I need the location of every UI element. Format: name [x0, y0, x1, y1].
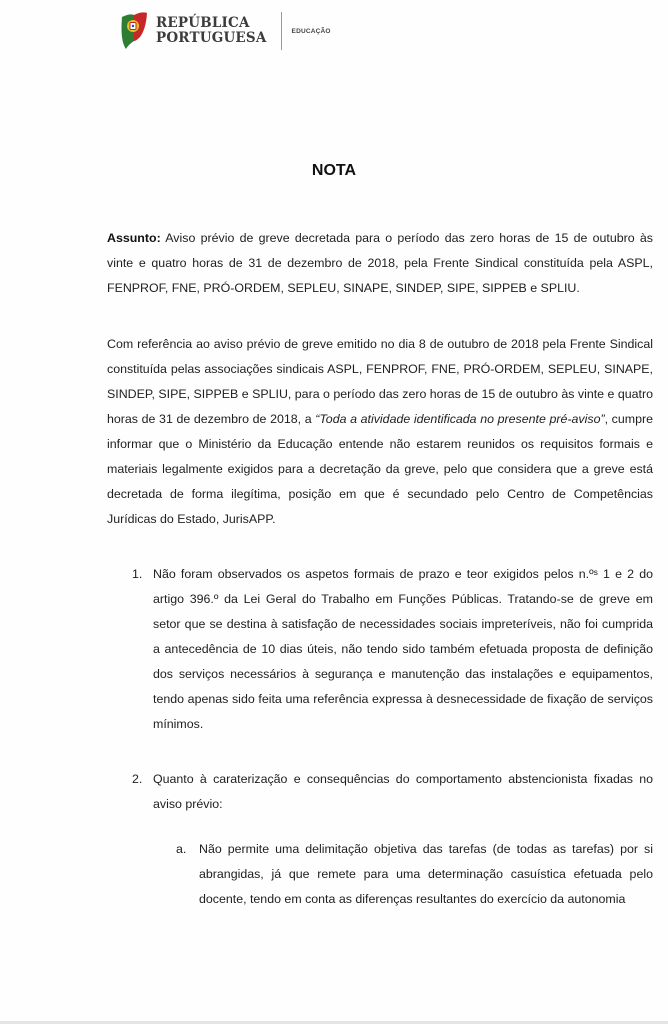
wordmark-line-1: REPÚBLICA — [156, 15, 250, 31]
body-paragraph — [107, 332, 653, 532]
subject-paragraph — [107, 226, 653, 301]
department-label: EDUCAÇÃO — [291, 27, 331, 35]
list-item-marker: 2. — [132, 772, 143, 786]
document-title: NOTA — [311, 162, 357, 179]
body-text-end: , cumpre informar que o Ministério da Educação entende não estarem reunidos os requisitos formais e materiais legalmente exigidos para a decretação da greve, pelo que considera que a greve está decretada de forma ilegítima, posição em que é secundado pelo Centro de Competências Jurídicas do Estado, JurisAPP. — [107, 412, 653, 526]
letterhead — [118, 10, 331, 52]
republica-portuguesa-logo-icon — [118, 11, 148, 51]
body-text-start: Com referência ao aviso prévio de greve emitido no dia 8 de outubro de 2018 pela Frente Sindical constituída pelas associações sindicais ASPL, FENPROF, FNE, PRÓ-ORDEM, SEPLEU, SINAPE, SINDEP, SIPE, SIPPEB e SPLIU, para o período das zero horas de 15 de outubro às vinte e quatro horas de 31 de dezembro de 2018, a — [107, 337, 653, 426]
subject-label: Assunto: — [107, 231, 161, 245]
list-item: Não foram observados os aspetos formais de prazo e teor exigidos pelos n.ºˢ 1 e 2 do artigo 396.º da Lei Geral do Trabalho em Funções Públicas. Tratando-se de greve em setor que se destina à satisfação de necessidades sociais impreteríveis, não foi cumprida a antecedência de 10 dias úteis, não tendo sido também efetuada proposta de definição dos serviços necessários à segurança e manutenção das instalações e equipamentos, tendo apenas sido feita uma referência expressa à desnecessidade de fixação de serviços mínimos. — [153, 567, 653, 731]
wordmark-line-2: PORTUGUESA — [156, 30, 267, 46]
body-quote: “Toda a atividade identificada no presente pré-aviso” — [315, 412, 605, 426]
republica-portuguesa-wordmark — [156, 16, 267, 46]
list-item: Quanto à caraterização e consequências do comportamento abstencionista fixadas no aviso prévio: — [153, 772, 653, 811]
sublist-item-marker: a. — [176, 842, 187, 856]
sublist-item: Não permite uma delimitação objetiva das tarefas (de todas as tarefas) por si abrangidas, já que remete para uma determinação casuística efetuada pelo docente, tendo em conta as diferenças resultantes do exercício da autonomia — [199, 842, 653, 906]
list-item-marker: 1. — [132, 567, 143, 581]
subject-text: Aviso prévio de greve decretada para o período das zero horas de 15 de outubro às vinte e quatro horas de 31 de dezembro de 2018, pela Frente Sindical constituída pela ASPL, FENPROF, FNE, PRÓ-ORDEM, SEPLEU, SINAPE, SINDEP, SIPE, SIPPEB e SPLIU. — [107, 231, 653, 295]
header-divider — [281, 12, 282, 50]
